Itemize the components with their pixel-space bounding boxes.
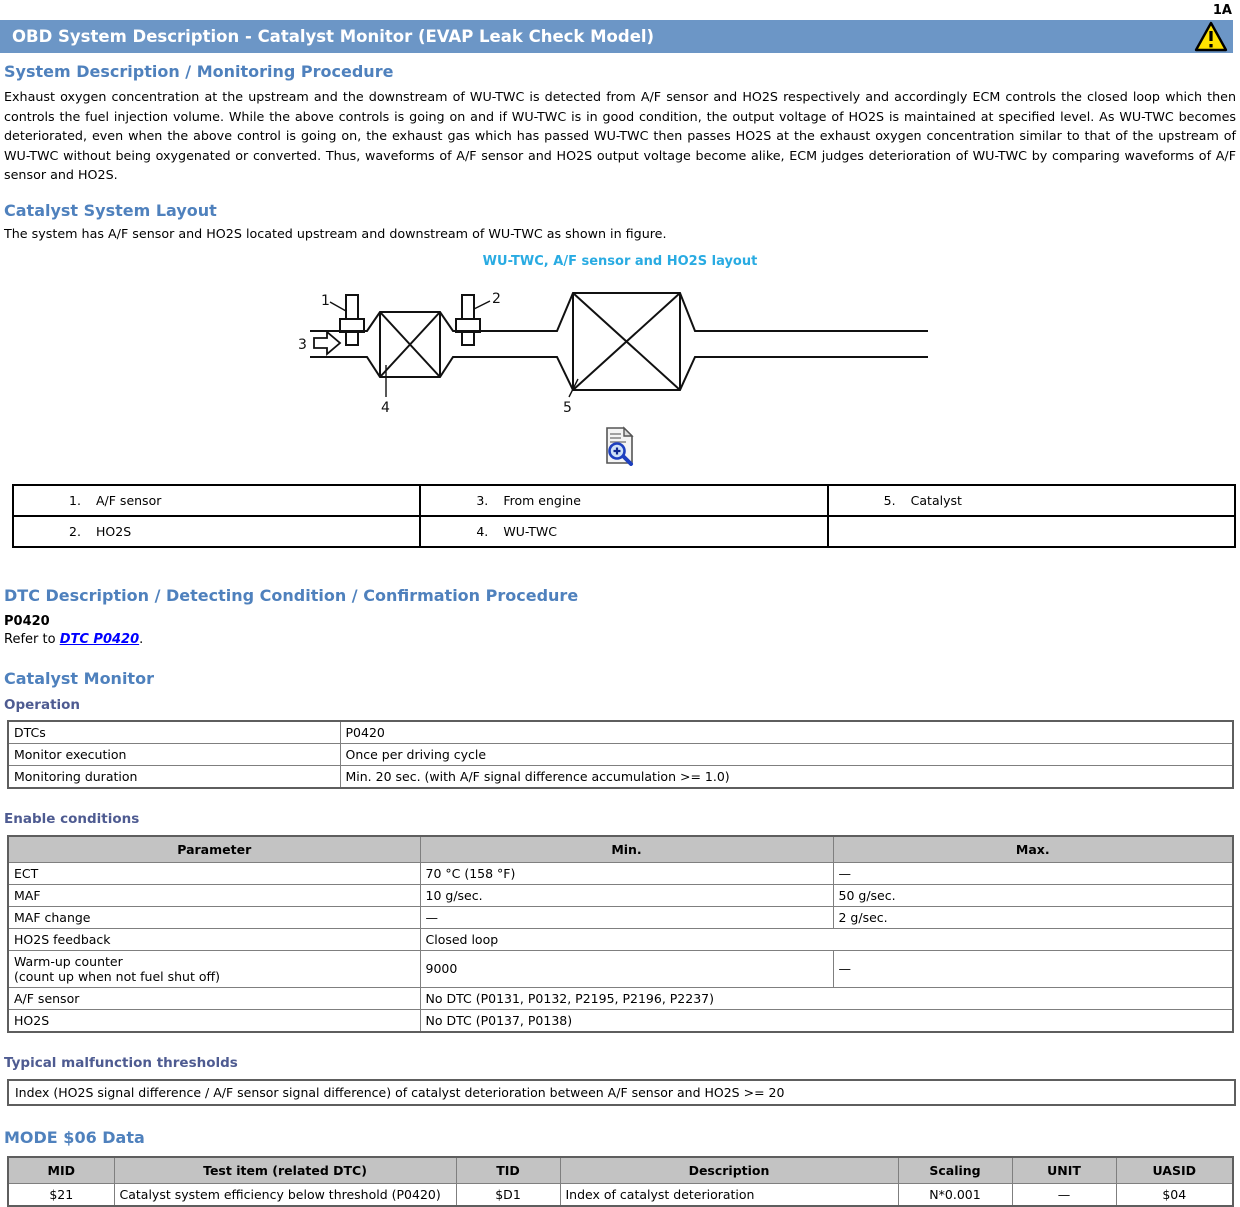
page-title-bar bbox=[0, 20, 1233, 53]
flow-arrow bbox=[314, 332, 340, 354]
table-row bbox=[8, 928, 1233, 950]
table-row bbox=[8, 721, 1233, 744]
legend-label: Catalyst bbox=[910, 492, 962, 508]
leader-lines bbox=[330, 301, 578, 397]
page-title: OBD System Description - Catalyst Monitor (EVAP Leak Check Model) bbox=[12, 27, 655, 46]
description-cell: Index of catalyst deterioration bbox=[560, 1183, 898, 1206]
parameter-cell: MAF bbox=[8, 884, 420, 906]
pipe-top-line bbox=[310, 290, 928, 331]
table-row bbox=[13, 485, 1235, 516]
figure-legend-table bbox=[12, 484, 1236, 548]
pipe-bottom-line bbox=[310, 357, 928, 390]
column-header-test-item: Test item (related DTC) bbox=[114, 1157, 456, 1184]
legend-cell bbox=[13, 516, 420, 547]
parameter-line1: Warm-up counter bbox=[14, 953, 123, 969]
figure-label-5: 5 bbox=[563, 399, 572, 416]
table-row bbox=[8, 950, 1233, 987]
uasid-cell: $04 bbox=[1116, 1183, 1233, 1206]
value-cell: Closed loop bbox=[420, 928, 1233, 950]
ho2s-sensor-shape bbox=[456, 295, 480, 345]
table-row bbox=[8, 743, 1233, 765]
heading-mode06-data: MODE $06 Data bbox=[4, 1127, 145, 1147]
catalyst-box bbox=[573, 293, 680, 390]
subheading-operation: Operation bbox=[4, 696, 81, 713]
column-header-mid: MID bbox=[8, 1157, 114, 1184]
table-row bbox=[8, 884, 1233, 906]
table-row bbox=[8, 906, 1233, 928]
column-header-tid: TID bbox=[456, 1157, 560, 1184]
column-header-parameter: Parameter bbox=[8, 836, 420, 863]
af-sensor-shape bbox=[340, 295, 364, 345]
column-header-description: Description bbox=[560, 1157, 898, 1184]
wu-twc-box bbox=[380, 312, 440, 377]
table-row bbox=[8, 765, 1233, 788]
dtc-code: P0420 bbox=[4, 613, 50, 629]
parameter-cell: HO2S bbox=[8, 1009, 420, 1032]
min-cell: 9000 bbox=[420, 950, 833, 987]
legend-number: 4. bbox=[476, 523, 489, 539]
parameter-cell bbox=[8, 950, 420, 987]
mid-cell: $21 bbox=[8, 1183, 114, 1206]
subheading-enable-conditions: Enable conditions bbox=[4, 810, 140, 827]
legend-label: From engine bbox=[503, 492, 581, 508]
legend-cell bbox=[420, 516, 827, 547]
parameter-cell: A/F sensor bbox=[8, 987, 420, 1009]
column-header-uasid: UASID bbox=[1116, 1157, 1233, 1184]
parameter-line2: (count up when not fuel shut off) bbox=[14, 968, 220, 984]
column-header-min: Min. bbox=[420, 836, 833, 863]
figure-label-1: 1 bbox=[321, 292, 330, 309]
legend-cell bbox=[828, 485, 1235, 516]
figure-label-2: 2 bbox=[492, 290, 501, 307]
page-corner-label: 1A bbox=[1212, 3, 1232, 18]
refer-suffix: . bbox=[139, 631, 144, 647]
operation-value: P0420 bbox=[340, 721, 1233, 744]
max-cell: — bbox=[833, 950, 1233, 987]
legend-number: 3. bbox=[476, 492, 489, 508]
figure-label-3: 3 bbox=[298, 336, 307, 353]
legend-label: HO2S bbox=[96, 523, 132, 539]
parameter-cell: HO2S feedback bbox=[8, 928, 420, 950]
legend-label: A/F sensor bbox=[96, 492, 162, 508]
parameter-cell: ECT bbox=[8, 862, 420, 884]
dtc-p0420-link[interactable]: DTC P0420 bbox=[59, 631, 140, 647]
operation-label: DTCs bbox=[8, 721, 340, 744]
warning-icon bbox=[1194, 21, 1228, 52]
column-header-max: Max. bbox=[833, 836, 1233, 863]
parameter-cell: MAF change bbox=[8, 906, 420, 928]
max-cell: 50 g/sec. bbox=[833, 884, 1233, 906]
min-cell: 70 °C (158 °F) bbox=[420, 862, 833, 884]
heading-dtc-description: DTC Description / Detecting Condition / Confirmation Procedure bbox=[4, 585, 579, 605]
table-header-row bbox=[8, 836, 1233, 863]
figure-caption: WU-TWC, A/F sensor and HO2S layout bbox=[482, 253, 758, 269]
exhaust-layout-figure bbox=[280, 275, 960, 424]
legend-number: 5. bbox=[883, 492, 896, 508]
table-header-row bbox=[8, 1157, 1233, 1184]
value-cell: No DTC (P0131, P0132, P2195, P2196, P2237) bbox=[420, 987, 1233, 1009]
operation-table bbox=[7, 720, 1234, 789]
table-row bbox=[8, 862, 1233, 884]
test-item-cell: Catalyst system efficiency below threshold (P0420) bbox=[114, 1183, 456, 1206]
system-description-text: Exhaust oxygen concentration at the upstream and the downstream of WU-TWC is detected from A/F sensor and HO2S respectively and accordingly ECM controls the closed loop which then controls the fuel injection volume. While the above controls is going on and if WU-TWC is in good condition, the output voltage of HO2S is maintained at specified level. As WU-TWC becomes deteriorated, even when the above control is going on, the exhaust gas which has passed WU-TWC then passes HO2S at the exhaust oxygen concentration similar to that of the upstream of WU-TWC without being oxygenated or converted. Thus, waveforms of A/F sensor and HO2S output voltage become alike, ECM judges deterioration of WU-TWC by comparing waveforms of A/F sensor and HO2S. bbox=[4, 89, 1236, 182]
tid-cell: $D1 bbox=[456, 1183, 560, 1206]
heading-catalyst-system-layout: Catalyst System Layout bbox=[4, 200, 217, 220]
dtc-refer-line bbox=[4, 632, 1236, 647]
refer-prefix: Refer to bbox=[4, 631, 60, 647]
column-header-scaling: Scaling bbox=[898, 1157, 1012, 1184]
zoom-image-icon[interactable] bbox=[604, 426, 636, 466]
legend-number: 1. bbox=[69, 492, 81, 508]
legend-cell bbox=[13, 485, 420, 516]
mode06-table bbox=[7, 1156, 1234, 1207]
operation-label: Monitoring duration bbox=[8, 765, 340, 788]
operation-value: Min. 20 sec. (with A/F signal difference accumulation >= 1.0) bbox=[340, 765, 1233, 788]
table-row bbox=[8, 987, 1233, 1009]
heading-catalyst-monitor: Catalyst Monitor bbox=[4, 668, 154, 688]
subheading-thresholds: Typical malfunction thresholds bbox=[4, 1054, 238, 1071]
operation-label: Monitor execution bbox=[8, 743, 340, 765]
table-row bbox=[8, 1009, 1233, 1032]
legend-number: 2. bbox=[69, 523, 81, 539]
thresholds-box: Index (HO2S signal difference / A/F sensor signal difference) of catalyst deterioration between A/F sensor and HO2S >= 20 bbox=[7, 1079, 1236, 1106]
table-row bbox=[8, 1183, 1233, 1206]
value-cell: No DTC (P0137, P0138) bbox=[420, 1009, 1233, 1032]
column-header-unit: UNIT bbox=[1012, 1157, 1116, 1184]
legend-cell bbox=[828, 516, 1235, 547]
unit-cell: — bbox=[1012, 1183, 1116, 1206]
enable-conditions-table bbox=[7, 835, 1234, 1033]
max-cell: 2 g/sec. bbox=[833, 906, 1233, 928]
layout-intro-text: The system has A/F sensor and HO2S located upstream and downstream of WU-TWC as shown in figure. bbox=[4, 225, 667, 241]
max-cell: — bbox=[833, 862, 1233, 884]
min-cell: — bbox=[420, 906, 833, 928]
table-row bbox=[13, 516, 1235, 547]
scaling-cell: N*0.001 bbox=[898, 1183, 1012, 1206]
legend-cell bbox=[420, 485, 827, 516]
legend-label: WU-TWC bbox=[503, 523, 557, 539]
operation-value: Once per driving cycle bbox=[340, 743, 1233, 765]
figure-label-4: 4 bbox=[381, 399, 390, 416]
min-cell: 10 g/sec. bbox=[420, 884, 833, 906]
heading-system-description: System Description / Monitoring Procedure bbox=[4, 62, 394, 81]
